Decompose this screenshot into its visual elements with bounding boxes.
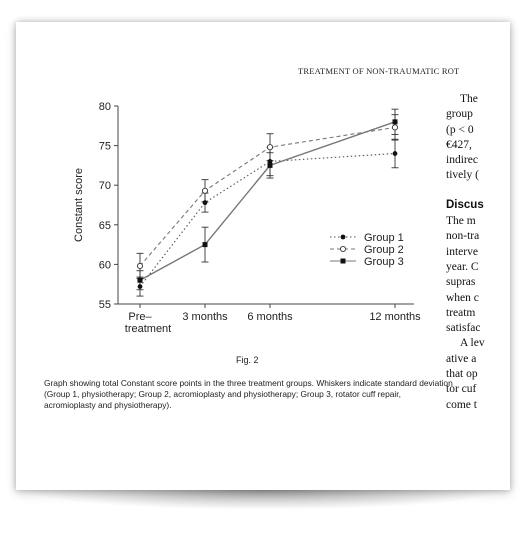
body-line: The m [446, 215, 476, 228]
body-line: The [460, 93, 478, 105]
series-line [140, 154, 395, 287]
chart-series [137, 109, 399, 296]
running-head: TREATMENT OF NON-TRAUMATIC ROT [298, 66, 460, 76]
figure-label: Fig. 2 [236, 355, 259, 365]
body-line: (p < 0 [446, 123, 474, 136]
body-line: indirec [446, 154, 478, 167]
body-line: tively ( [446, 169, 479, 182]
y-tick-label: 55 [98, 299, 111, 311]
y-tick-label: 80 [98, 101, 111, 113]
body-line: A lev [460, 337, 485, 350]
body-line: when c [446, 291, 479, 304]
body-line: come t [446, 398, 477, 411]
figure-caption: Graph showing total Constant score points in the three treatment groups. Whiskers indicate standard deviation (Group 1, physiotherapy; Group 2, acromioplasty and physiotherapy; Group 3, rotator cuff repair, acromioplasty and physiotherapy). [44, 378, 453, 410]
y-axis-label: Constant score [73, 168, 85, 242]
data-point [137, 263, 142, 268]
body-paragraph-2 [446, 214, 510, 336]
data-point [267, 145, 272, 150]
y-tick-label: 60 [98, 259, 111, 272]
body-line: year. C [446, 260, 479, 273]
body-paragraph-1 [446, 92, 510, 184]
legend-marker [341, 235, 346, 240]
legend-label: Group 3 [364, 256, 404, 268]
legend-marker [340, 246, 345, 251]
x-tick-label: 3 months [182, 311, 228, 323]
data-point [138, 284, 143, 289]
data-point [392, 125, 397, 130]
constant-score-chart [16, 22, 510, 352]
body-line: non-tra [446, 230, 480, 243]
x-tick-label: 12 months [369, 311, 421, 323]
y-tick-label: 65 [98, 219, 111, 232]
y-tick-label: 75 [98, 140, 111, 153]
data-point [203, 242, 208, 247]
body-text-column [446, 92, 510, 413]
y-tick-label: 70 [98, 180, 111, 193]
body-line: €427, [446, 138, 472, 151]
page-fade [446, 412, 510, 490]
data-point [203, 200, 208, 205]
section-heading: Discus [446, 198, 484, 211]
body-line: group [446, 108, 473, 121]
data-point [138, 278, 143, 283]
document-page [16, 22, 510, 490]
body-line: interve [446, 245, 478, 258]
body-line: treatm [446, 306, 476, 319]
body-line: tor cuf [446, 383, 477, 396]
data-point [268, 163, 273, 168]
body-paragraph-3 [446, 336, 510, 412]
body-line: ative a [446, 352, 477, 365]
body-line: supras [446, 276, 476, 289]
chart-legend [330, 232, 404, 268]
x-tick-label: 6 months [247, 311, 293, 323]
data-point [202, 188, 207, 193]
data-point [393, 151, 398, 156]
legend-label: Group 1 [364, 232, 404, 244]
body-line: satisfac [446, 322, 481, 335]
legend-label: Group 2 [364, 244, 404, 256]
x-tick-label: Pre– treatment [124, 311, 172, 335]
legend-marker [341, 259, 346, 264]
chart-axes [73, 101, 421, 335]
data-point [393, 119, 398, 124]
body-line: that op [446, 368, 478, 381]
